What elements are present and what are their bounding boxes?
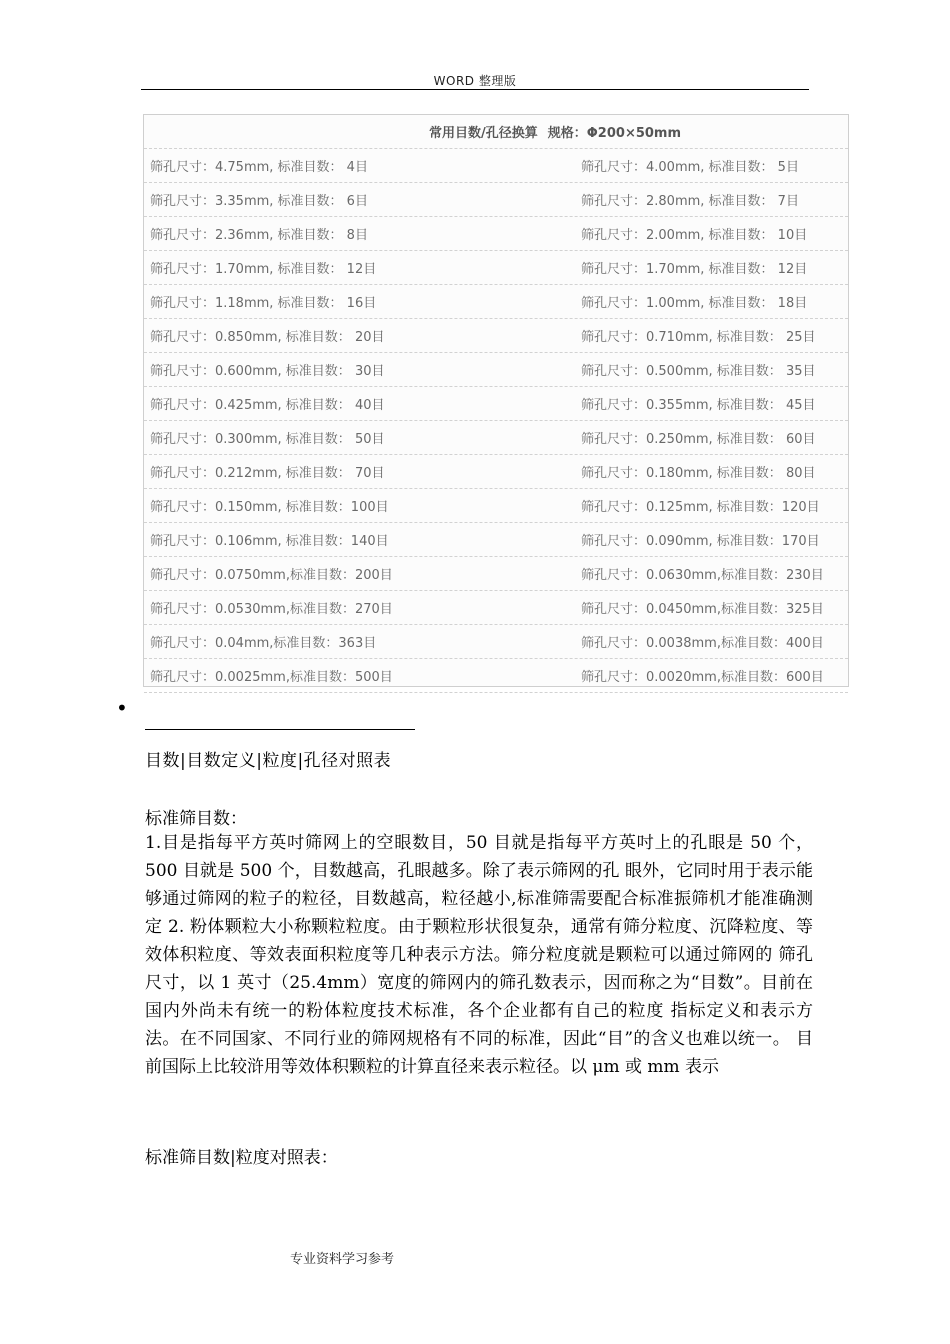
table-cell-left: 筛孔尺寸：0.106mm, 标准目数：140目: [150, 534, 389, 549]
table-title-text: 常用目数/孔径换算: [429, 126, 538, 141]
table-cell-right: 筛孔尺寸：1.70mm, 标准目数： 12目: [581, 262, 808, 277]
table-cell-right: 筛孔尺寸：0.0020mm,标准目数：600目: [581, 670, 824, 685]
table-cell-left: 筛孔尺寸：0.0025mm,标准目数：500目: [150, 670, 393, 685]
body-paragraph: 1.目是指每平方英吋筛网上的空眼数目，50 目就是指每平方英吋上的孔眼是 50 个，500 目就是 500 个，目数越高，孔眼越多。除了表示筛网的孔 眼外，它同时用于表示能够通过筛网的粒子的粒径，目数越高，粒径越小,标准筛需要配合标准振筛机才能准确测定 2. 粉体颗粒大小称颗粒粒度。由于颗粒形状很复杂，通常有筛分粒度、沉降粒度、等效体积粒度、等效表面积粒度等几种表示方法。筛分粒度就是颗粒可以通过筛网的 筛孔尺寸，以 1 英寸（25.4mm）宽度的筛网内的筛孔数表示，因而称之为“目数”。目前在国内外尚未有统一的粉体粒度技术标准，各个企业都有自己的粒度 指标定义和表示方法。在不同国家、不同行业的筛网规格有不同的标准，因此“目”的含义也难以统一。 目前国际上比较浒用等效体积颗粒的计算直径来表示粒径。以 μm 或 mm 表示: [145, 833, 813, 1077]
table-cell-left: 筛孔尺寸：4.75mm, 标准目数： 4目: [150, 160, 368, 175]
table-row: [144, 556, 848, 590]
mesh-conversion-table: [143, 114, 849, 687]
table-row: [144, 386, 848, 420]
table-cell-right: 筛孔尺寸：0.125mm, 标准目数：120目: [581, 500, 820, 515]
bullet-point: •: [116, 696, 128, 720]
table-cell-left: 筛孔尺寸：3.35mm, 标准目数： 6目: [150, 194, 368, 209]
table-cell-left: 筛孔尺寸：0.0750mm,标准目数：200目: [150, 568, 393, 583]
table-row: [144, 590, 848, 624]
table-cell-right: 筛孔尺寸：0.0630mm,标准目数：230目: [581, 568, 824, 583]
table-row: [144, 658, 848, 693]
table-row: [144, 250, 848, 284]
table-row: [144, 420, 848, 454]
table-cell-left: 筛孔尺寸：0.04mm,标准目数：363目: [150, 636, 377, 651]
table-cell-right: 筛孔尺寸：2.00mm, 标准目数： 10目: [581, 228, 808, 243]
table-row: [144, 216, 848, 250]
header-divider: [141, 89, 809, 90]
page-footer-text: 专业资料学习参考: [290, 1252, 395, 1267]
table-cell-left: 筛孔尺寸：0.212mm, 标准目数： 70目: [150, 466, 385, 481]
page-header-text: WORD 整理版: [433, 74, 517, 88]
table-cell-right: 筛孔尺寸：0.250mm, 标准目数： 60目: [581, 432, 816, 447]
table-row: [144, 624, 848, 658]
table-row: [144, 182, 848, 216]
table-cell-left: 筛孔尺寸：0.300mm, 标准目数： 50目: [150, 432, 385, 447]
table-cell-right: 筛孔尺寸：0.710mm, 标准目数： 25目: [581, 330, 816, 345]
table-cell-left: 筛孔尺寸：1.18mm, 标准目数： 16目: [150, 296, 377, 311]
table-cell-left: 筛孔尺寸：2.36mm, 标准目数： 8目: [150, 228, 368, 243]
table-cell-right: 筛孔尺寸：0.0450mm,标准目数：325目: [581, 602, 824, 617]
table-rows: [144, 148, 848, 693]
table-row: [144, 352, 848, 386]
table-spec: 规格：Φ200×50mm: [547, 126, 682, 141]
table-cell-left: 筛孔尺寸：0.150mm, 标准目数：100目: [150, 500, 389, 515]
table-row: [144, 488, 848, 522]
table-cell-right: 筛孔尺寸：0.500mm, 标准目数： 35目: [581, 364, 816, 379]
sub-heading: 标准筛目数：: [145, 809, 247, 829]
table-title: [429, 122, 681, 141]
table-cell-right: 筛孔尺寸：1.00mm, 标准目数： 18目: [581, 296, 808, 311]
table-cell-left: 筛孔尺寸：0.600mm, 标准目数： 30目: [150, 364, 385, 379]
table-cell-left: 筛孔尺寸：1.70mm, 标准目数： 12目: [150, 262, 377, 277]
sub-heading-2: 标准筛目数|粒度对照表：: [145, 1148, 338, 1168]
table-row: [144, 454, 848, 488]
table-cell-right: 筛孔尺寸：0.090mm, 标准目数：170目: [581, 534, 820, 549]
table-cell-right: 筛孔尺寸：4.00mm, 标准目数： 5目: [581, 160, 799, 175]
table-cell-right: 筛孔尺寸：2.80mm, 标准目数： 7目: [581, 194, 799, 209]
table-cell-right: 筛孔尺寸：0.180mm, 标准目数： 80目: [581, 466, 816, 481]
table-cell-left: 筛孔尺寸：0.425mm, 标准目数： 40目: [150, 398, 385, 413]
section-title: 目数|目数定义|粒度|孔径对照表: [145, 751, 392, 771]
table-cell-right: 筛孔尺寸：0.0038mm,标准目数：400目: [581, 636, 824, 651]
table-row: [144, 318, 848, 352]
table-row: [144, 284, 848, 318]
table-cell-right: 筛孔尺寸：0.355mm, 标准目数： 45目: [581, 398, 816, 413]
section-divider: [145, 729, 415, 730]
table-cell-left: 筛孔尺寸：0.850mm, 标准目数： 20目: [150, 330, 385, 345]
table-cell-left: 筛孔尺寸：0.0530mm,标准目数：270目: [150, 602, 393, 617]
table-row: [144, 522, 848, 556]
table-row: [144, 148, 848, 182]
